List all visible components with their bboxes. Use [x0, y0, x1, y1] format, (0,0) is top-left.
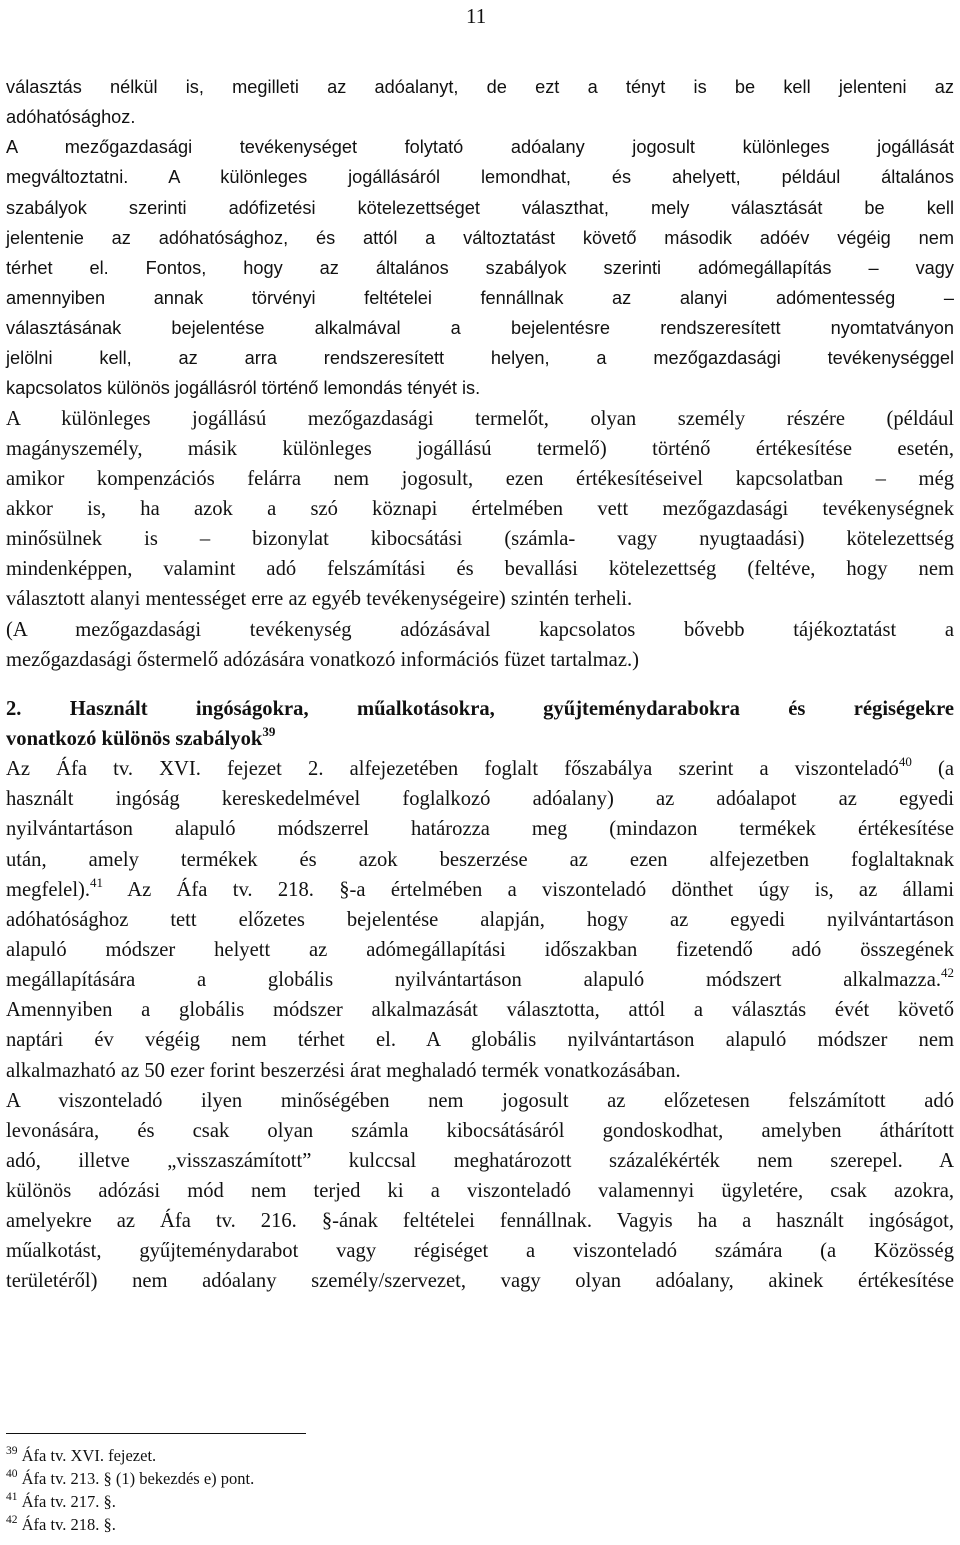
footnote-ref[interactable]: 39 [262, 723, 276, 739]
footnotes [6, 1444, 606, 1536]
text-line: Az Áfa tv. XVI. fejezet 2. alfejezetében foglalt főszabálya szerint a viszonteladó$^{40}$ (a [6, 754, 954, 781]
heading-line [6, 724, 954, 754]
text-line: mezőgazdasági őstermelő adózására vonatkozó információs füzet tartalmaz.) [6, 648, 639, 671]
footnote-divider [6, 1433, 306, 1434]
text-line: alkalmazható az 50 ezer forint beszerzési árat meghaladó termék vonatkozásában. [6, 1059, 681, 1082]
footnote-text: Áfa tv. XVI. fejezet. [21, 1446, 157, 1465]
text-line: térhet el. Fontos, hogy az általános szabályok szerinti adómegállapítás – vagy [6, 257, 954, 278]
footnote-number: 39 [6, 1445, 18, 1457]
text-line: megfelel).$^{41}$ Az Áfa tv. 218. §-a értelmében a viszonteladó dönthet úgy is, az állami [6, 874, 954, 901]
footnote-ref[interactable]: 41 [90, 874, 104, 890]
text-line: kapcsolatos különös jogállásról történő lemondás tényét is. [6, 378, 481, 399]
page-body [6, 72, 954, 1297]
footnote-ref[interactable]: 40 [898, 754, 912, 770]
heading-line: 2. Használt ingóságokra, műalkotásokra, gyűjteménydarabokra és régiségekre [6, 697, 954, 720]
text-line: amikor kompenzációs felárra nem jogosult, ezen értékesítéseivel kapcsolatban – még [6, 467, 954, 490]
footnote-text: Áfa tv. 213. § (1) bekezdés e) pont. [21, 1469, 255, 1488]
text-line: megállapítására a globális nyilvántartáson alapuló módszert alkalmazza.$^{42}$ [6, 965, 954, 992]
text-line: választott alanyi mentességet erre az egyéb tevékenységeire) szintén terheli. [6, 588, 633, 611]
footnote-number: 41 [6, 1491, 18, 1503]
text-line: minősülnek is – bizonylat kibocsátási (számla- vagy nyugtaadási) kötelezettség [6, 528, 954, 551]
footnote-ref[interactable]: 42 [941, 965, 954, 981]
text-line: megváltoztatni. A különleges jogállásáról lemondhat, és ahelyett, például általános [6, 167, 954, 188]
footnote [6, 1444, 606, 1467]
text-line: amelyekre az Áfa tv. 216. §-ának feltételei fennállnak. Vagyis ha a használt ingóságot, [6, 1210, 954, 1233]
text-line: műalkotást, gyűjteménydarabot vagy régiséget a viszonteladó számára (a Közösség [6, 1240, 954, 1263]
footnote-number: 40 [6, 1468, 18, 1480]
text-line: mindenképpen, valamint adó felszámítási és bevallási kötelezettség (feltéve, hogy nem [6, 558, 954, 581]
footnote [6, 1467, 606, 1490]
footnote-text: Áfa tv. 217. §. [21, 1492, 116, 1511]
text-line: A mezőgazdasági tevékenységet folytató adóalany jogosult különleges jogállását [6, 137, 954, 158]
footnote [6, 1490, 606, 1513]
text-line: választásának bejelentése alkalmával a bejelentésre rendszeresített nyomtatványon [6, 318, 954, 339]
text-line: levonására, és csak olyan számla kibocsátásáról gondoskodhat, amelyben áthárított [6, 1119, 954, 1142]
text-line: különös adózási mód nem terjed ki a viszonteladó valamennyi ügyletére, csak azokra, [6, 1180, 954, 1203]
text-line: jelentenie az adóhatósághoz, és attól a változtatást követő második adóév végéig nem [6, 227, 954, 248]
text-line: választás nélkül is, megilleti az adóalanyt, de ezt a tényt is be kell jelenteni az [6, 77, 954, 97]
text-line: adó, illetve „visszaszámított” kulccsal meghatározott százalékérték nem szerepel. A [6, 1149, 954, 1172]
text-line: adóhatósághoz tett előzetes bejelentése alapján, hogy az egyedi nyilvántartáson [6, 908, 954, 931]
heading-text: vonatkozó különös szabályok [6, 727, 263, 750]
text-line: területéről) nem adóalany személy/szervezet, vagy olyan adóalany, akinek értékesítése [6, 1270, 954, 1293]
text-line: magányszemély, másik különleges jogállású termelő) történő értékesítése esetén, [6, 437, 954, 460]
text-line: alapuló módszer helyett az adómegállapítási időszakban fizetendő adó összegének [6, 938, 954, 961]
text-line: adóhatósághoz. [6, 107, 136, 128]
text-line: használt ingóság kereskedelmével foglalkozó adóalany) az adóalapot az egyedi [6, 788, 954, 811]
footnote-text: Áfa tv. 218. §. [21, 1515, 116, 1534]
page-number: 11 [466, 4, 487, 28]
footnote [6, 1513, 606, 1536]
text-line: Amennyiben a globális módszer alkalmazását választotta, attól a választás évét követő [6, 999, 954, 1022]
paragraph-agricultural-producer [6, 404, 954, 675]
footnote-number: 42 [6, 1514, 18, 1526]
text-line: naptári év végéig nem térhet el. A globális nyilvántartáson alapuló módszer nem [6, 1029, 954, 1052]
section-heading [6, 694, 954, 754]
paragraph-special-status [6, 72, 954, 404]
text-line: A különleges jogállású mezőgazdasági termelőt, olyan személy részére (például [6, 407, 954, 430]
text-line: amennyiben annak törvényi feltételei fennállnak az alanyi adómentesség – [6, 287, 954, 308]
text-line: A viszonteladó ilyen minőségében nem jogosult az előzetesen felszámított adó [6, 1089, 954, 1112]
text-line: jelölni kell, az arra rendszeresített helyen, a mezőgazdasági tevékenységgel [6, 348, 954, 369]
paragraph-reseller [6, 1086, 954, 1297]
text-line: szabályok szerinti adófizetési kötelezettséget választhat, mely választását be kell [6, 197, 954, 218]
text-line: akkor is, ha azok a szó köznapi értelmében vett mezőgazdasági tevékenységnek [6, 497, 954, 520]
paragraph-used-goods [6, 754, 954, 1086]
text-line: után, amely termékek és azok beszerzése az ezen alfejezetben foglaltaknak [6, 848, 954, 871]
text-line: nyilvántartáson alapuló módszerrel határozza meg (mindazon termékek értékesítése [6, 818, 954, 841]
text-line: (A mezőgazdasági tevékenység adózásával kapcsolatos bővebb tájékoztatást a [6, 618, 954, 641]
